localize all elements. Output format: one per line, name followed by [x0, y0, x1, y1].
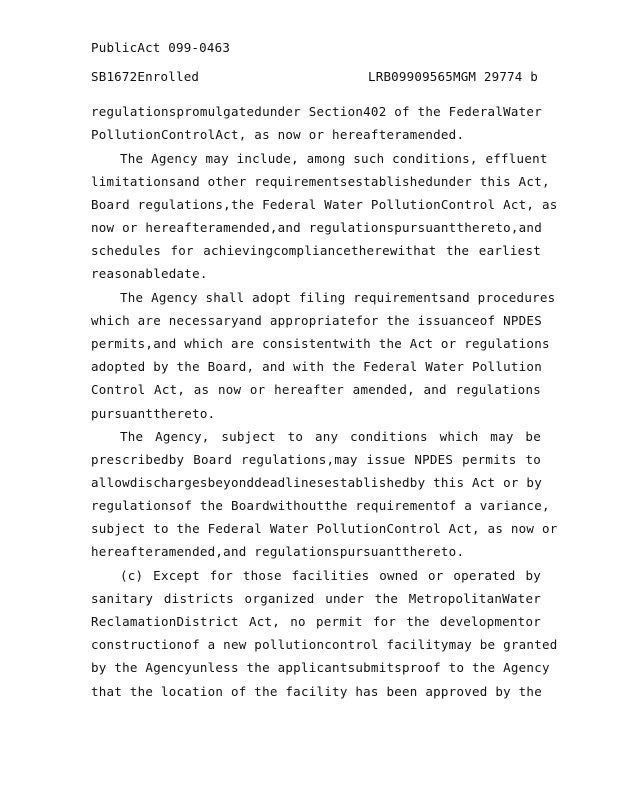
text-line: prescribedby Board regulations,may issue NPDES permits to — [91, 452, 541, 467]
text-line: hereafteramended,and regulationspursuantthereto. — [91, 544, 465, 559]
text-line: adopted by the Board, and with the Federal Water Pollution — [91, 359, 542, 374]
text-line: Board regulations,the Federal Water PollutionControl Act, as — [91, 197, 558, 212]
text-line: by the Agencyunless the applicantsubmitsproof to the Agency — [91, 660, 550, 675]
text-line: now or hereafteramended,and regulationspursuantthereto,and — [91, 220, 542, 235]
text-line: permits,and which are consistentwith the Act or regulations — [91, 336, 550, 351]
text-line: The Agency shall adopt filing requirementsand procedures — [120, 290, 556, 305]
text-line: which are necessaryand appropriatefor the issuanceof NPDES — [91, 313, 542, 328]
lrb-number: LRB09909565MGM 29774 b — [368, 69, 538, 84]
text-line: ReclamationDistrict Act, no permit for the developmentor — [91, 614, 541, 629]
text-line: limitationsand other requirementsestablishedunder this Act, — [91, 174, 550, 189]
text-line: schedules for achievingcompliancetherewithat the earliest — [91, 243, 541, 258]
text-line: that the location of the facility has been approved by the — [91, 684, 542, 699]
text-line: (c) Except for those facilities owned or operated by — [120, 568, 541, 583]
text-line: constructionof a new pollutioncontrol facilitymay be granted — [91, 637, 558, 652]
text-line: subject to the Federal Water PollutionControl Act, as now or — [91, 521, 558, 536]
text-line: regulationsof the Boardwithoutthe requirementof a variance, — [91, 498, 550, 513]
public-act-header: PublicAct 099-0463 — [91, 40, 231, 55]
text-line: allowdischargesbeyonddeadlinesestablishedby this Act or by — [91, 475, 542, 490]
bill-number: SB1672Enrolled — [91, 69, 200, 84]
text-line: pursuantthereto. — [91, 406, 216, 421]
text-line: PollutionControlAct, as now or hereafteramended. — [91, 127, 465, 142]
text-line: The Agency may include, among such conditions, effluent — [120, 151, 548, 166]
text-line: reasonabledate. — [91, 266, 208, 281]
text-line: sanitary districts organized under the MetropolitanWater — [91, 591, 541, 606]
text-line: Control Act, as now or hereafter amended, and regulations — [91, 382, 541, 397]
text-line: The Agency, subject to any conditions which may be — [120, 429, 541, 444]
text-line: regulationspromulgatedunder Section402 of the FederalWater — [91, 104, 542, 119]
